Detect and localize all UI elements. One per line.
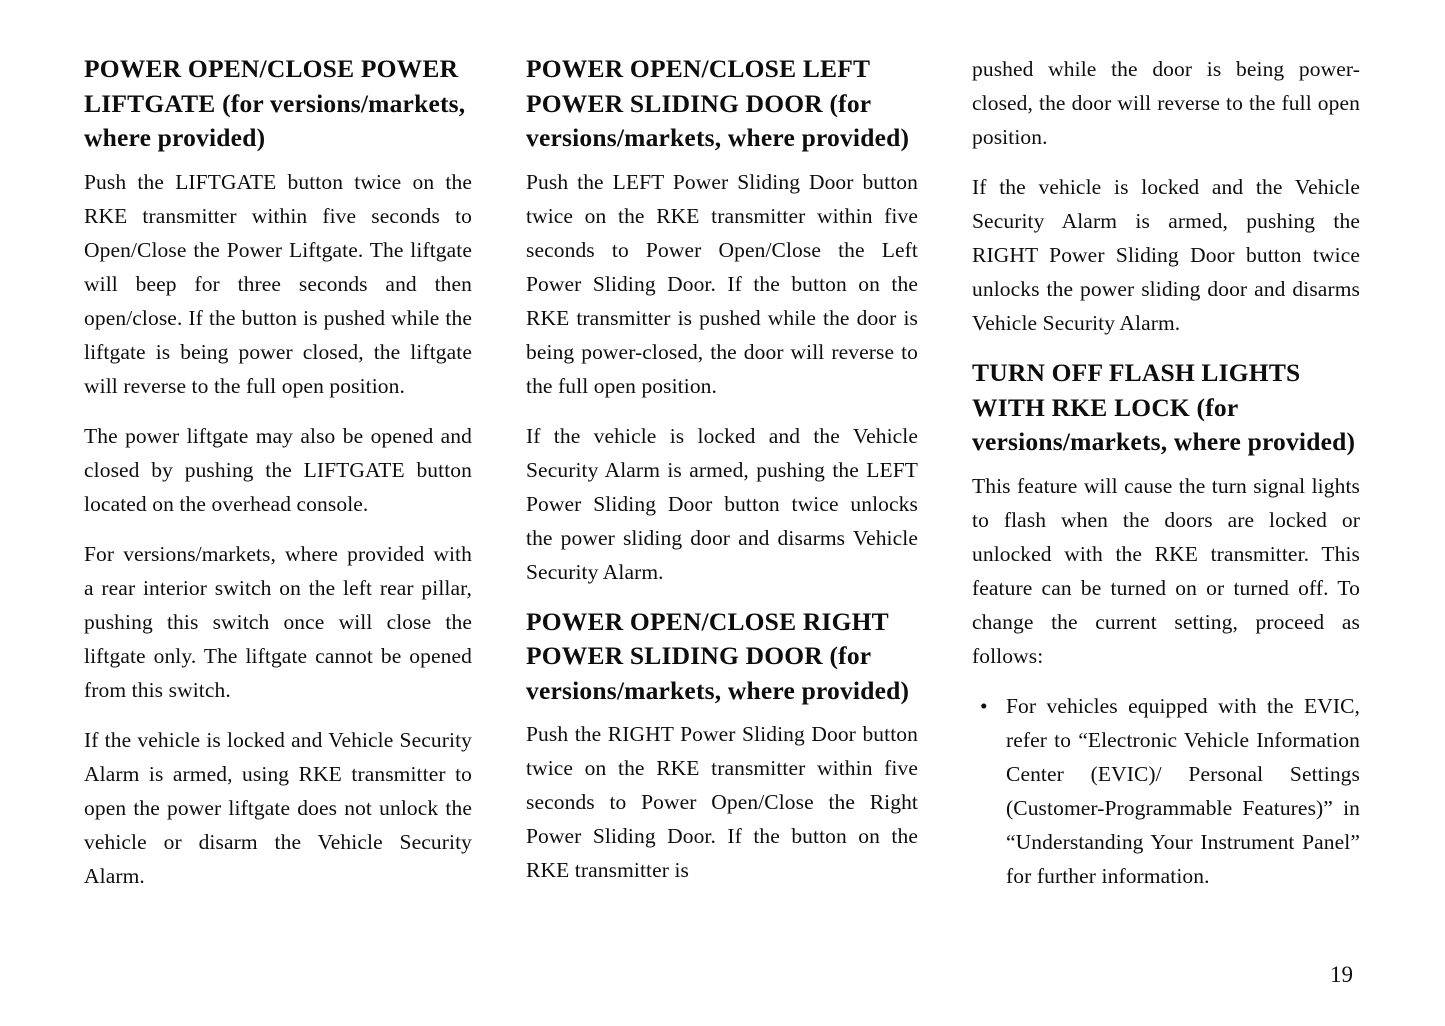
bullet-list-evic: [972, 689, 1360, 893]
column-2: [526, 52, 918, 887]
section-heading-turn-off-flash-lights: TURN OFF FLASH LIGHTS WITH RKE LOCK (for versions/markets, where provided): [972, 358, 1356, 456]
paragraph-rear-interior-switch: For versions/markets, where provided with a rear interior switch on the left rear pillar, pushing this switch once will close the liftgate only. The liftgate cannot be opened from this switch.: [84, 541, 472, 702]
page-columns: [84, 52, 1360, 932]
paragraph-flash-lights-feature: This feature will cause the turn signal lights to flash when the doors are locked or unlocked with the RKE transmitter. This feature can be turned on or turned off. To change the current setting, proceed as follows:: [972, 473, 1360, 668]
list-item: [972, 689, 1360, 893]
paragraph-right-door-security-alarm: If the vehicle is locked and the Vehicle Security Alarm is armed, pushing the RIGHT Power Sliding Door button twice unlocks the power sliding door and disarms Vehicle Security Alarm.: [972, 175, 1360, 335]
section-heading-power-liftgate: POWER OPEN/CLOSE POWER LIFTGATE (for versions/markets, where provided): [84, 54, 466, 152]
column-1: [84, 52, 472, 893]
list-item-text: For vehicles equipped with the EVIC, refer to “Electronic Vehicle Information Center (EVIC)/ Personal Settings (Customer-Programmable Features)” in “Understanding Your Instrument Panel” for further information.: [1006, 693, 1360, 888]
page-number: 19: [1330, 962, 1353, 987]
paragraph-left-door-security-alarm: If the vehicle is locked and the Vehicle Security Alarm is armed, pushing the LEFT Power Sliding Door button twice unlocks the power sliding door and disarms Vehicle Security Alarm.: [526, 423, 918, 584]
paragraph-left-door-button: Push the LEFT Power Sliding Door button twice on the RKE transmitter within five seconds to Power Open/Close the Left Power Sliding Door. If the button on the RKE transmitter is pushed while the door is being power-closed, the door will reverse to the full open position.: [526, 169, 918, 398]
section-heading-right-sliding-door: POWER OPEN/CLOSE RIGHT POWER SLIDING DOOR (for versions/markets, where provided): [526, 606, 910, 705]
paragraph-right-door-continued: pushed while the door is being power-closed, the door will reverse to the full open position.: [972, 57, 1360, 149]
paragraph-security-alarm-liftgate: If the vehicle is locked and Vehicle Security Alarm is armed, using RKE transmitter to open the power liftgate does not unlock the vehicle or disarm the Vehicle Security Alarm.: [84, 727, 472, 888]
paragraph-right-door-button: Push the RIGHT Power Sliding Door button twice on the RKE transmitter within five seconds to Power Open/Close the Right Power Sliding Door. If the button on the RKE transmitter is: [526, 722, 918, 882]
section-heading-left-sliding-door: POWER OPEN/CLOSE LEFT POWER SLIDING DOOR (for versions/markets, where provided): [526, 54, 910, 152]
paragraph-liftgate-button: Push the LIFTGATE button twice on the RKE transmitter within five seconds to Open/Close the Power Liftgate. The liftgate will beep for three seconds and then open/close. If the button is pushed while the liftgate is being power closed, the liftgate will reverse to the full open position.: [84, 169, 472, 398]
bullet-marker: •: [980, 693, 988, 718]
column-3: [972, 52, 1360, 893]
paragraph-overhead-console: The power liftgate may also be opened and closed by pushing the LIFTGATE button located on the overhead console.: [84, 423, 472, 516]
